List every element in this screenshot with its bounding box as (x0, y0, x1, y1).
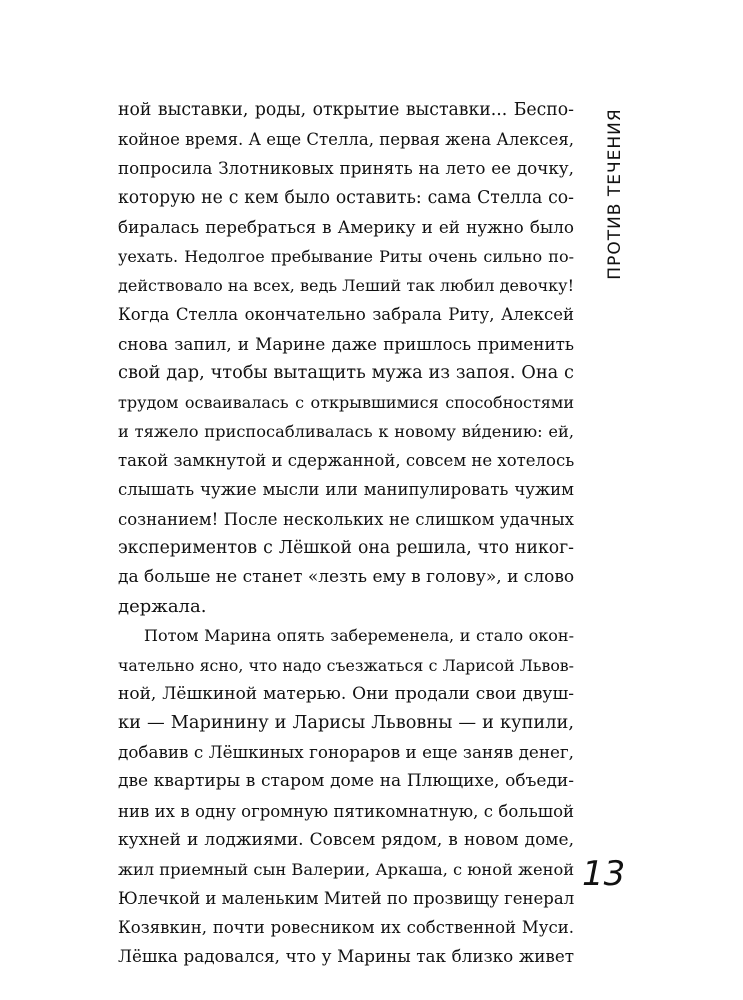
body-text (118, 96, 574, 972)
text-line: добавив с Лёшкиных гонораров и еще заняв денег, (118, 742, 574, 763)
text-line: держала. (118, 596, 207, 618)
text-line: Лёшка радовался, что у Марины так близко живет (118, 946, 574, 967)
text-line: нив их в одну огромную пятикомнатную, с большой (118, 801, 574, 821)
text-line: экспериментов с Лёшкой она решила, что никог- (118, 537, 574, 558)
text-line: действовало на всех, ведь Леший так любил девочку! (118, 276, 574, 296)
running-head-text: ПРОТИВ ТЕЧЕНИЯ (605, 108, 625, 280)
text-line: трудом осваивалась с открывшимися способностями (118, 392, 574, 412)
text-line: и тяжело приспосабливалась к новому ви́дению: ей, (118, 422, 574, 442)
text-line: попросила Злотниковых принять на лето ее дочку, (118, 158, 574, 179)
running-head (600, 96, 630, 292)
text-line: такой замкнутой и сдержанной, совсем не хотелось (118, 451, 575, 471)
text-line: сознанием! После нескольких не слишком удачных (118, 509, 574, 529)
text-line: которую не с кем было оставить: сама Стелла со- (118, 187, 574, 208)
text-line: слышать чужие мысли или манипулировать чужим (118, 480, 574, 500)
text-line: Юлечкой и маленьким Митей по прозвищу генерал (118, 889, 575, 909)
paragraph-1 (118, 96, 574, 621)
text-line: ной, Лёшкиной матерью. Они продали свои двуш- (118, 683, 574, 704)
text-line: койное время. А еще Стелла, первая жена Алексея, (118, 130, 575, 150)
paragraph-2 (118, 621, 574, 971)
text-line: уехать. Недолгое пребывание Риты очень сильно по- (118, 246, 574, 266)
text-line: свой дар, чтобы вытащить мужа из запоя. Она с (118, 362, 574, 383)
text-line: Когда Стелла окончательно забрала Риту, Алексей (118, 305, 574, 325)
text-line: снова запил, и Марине даже пришлось применить (118, 333, 574, 354)
page-number: 13 (582, 854, 626, 894)
text-line: ной выставки, роды, открытие выставки... Беспо- (118, 100, 574, 120)
text-line: биралась перебраться в Америку и ей нужно было (118, 216, 574, 237)
text-line: Козявкин, почти ровесником их собственной Муси. (118, 918, 574, 938)
text-line: жил приемный сын Валерии, Аркаша, с юной женой (118, 859, 575, 879)
text-line: чательно ясно, что надо съезжаться с Ларисой Львов- (118, 655, 574, 675)
text-line: Потом Марина опять забеременела, и стало окон- (144, 626, 574, 646)
text-line: две квартиры в старом доме на Плющихе, объеди- (118, 771, 574, 792)
text-line: ки — Маринину и Ларисы Львовны — и купили, (118, 712, 574, 733)
text-line: кухней и лоджиями. Совсем рядом, в новом доме, (118, 829, 574, 850)
text-line: да больше не станет «лезть ему в голову», и слово (118, 567, 575, 587)
